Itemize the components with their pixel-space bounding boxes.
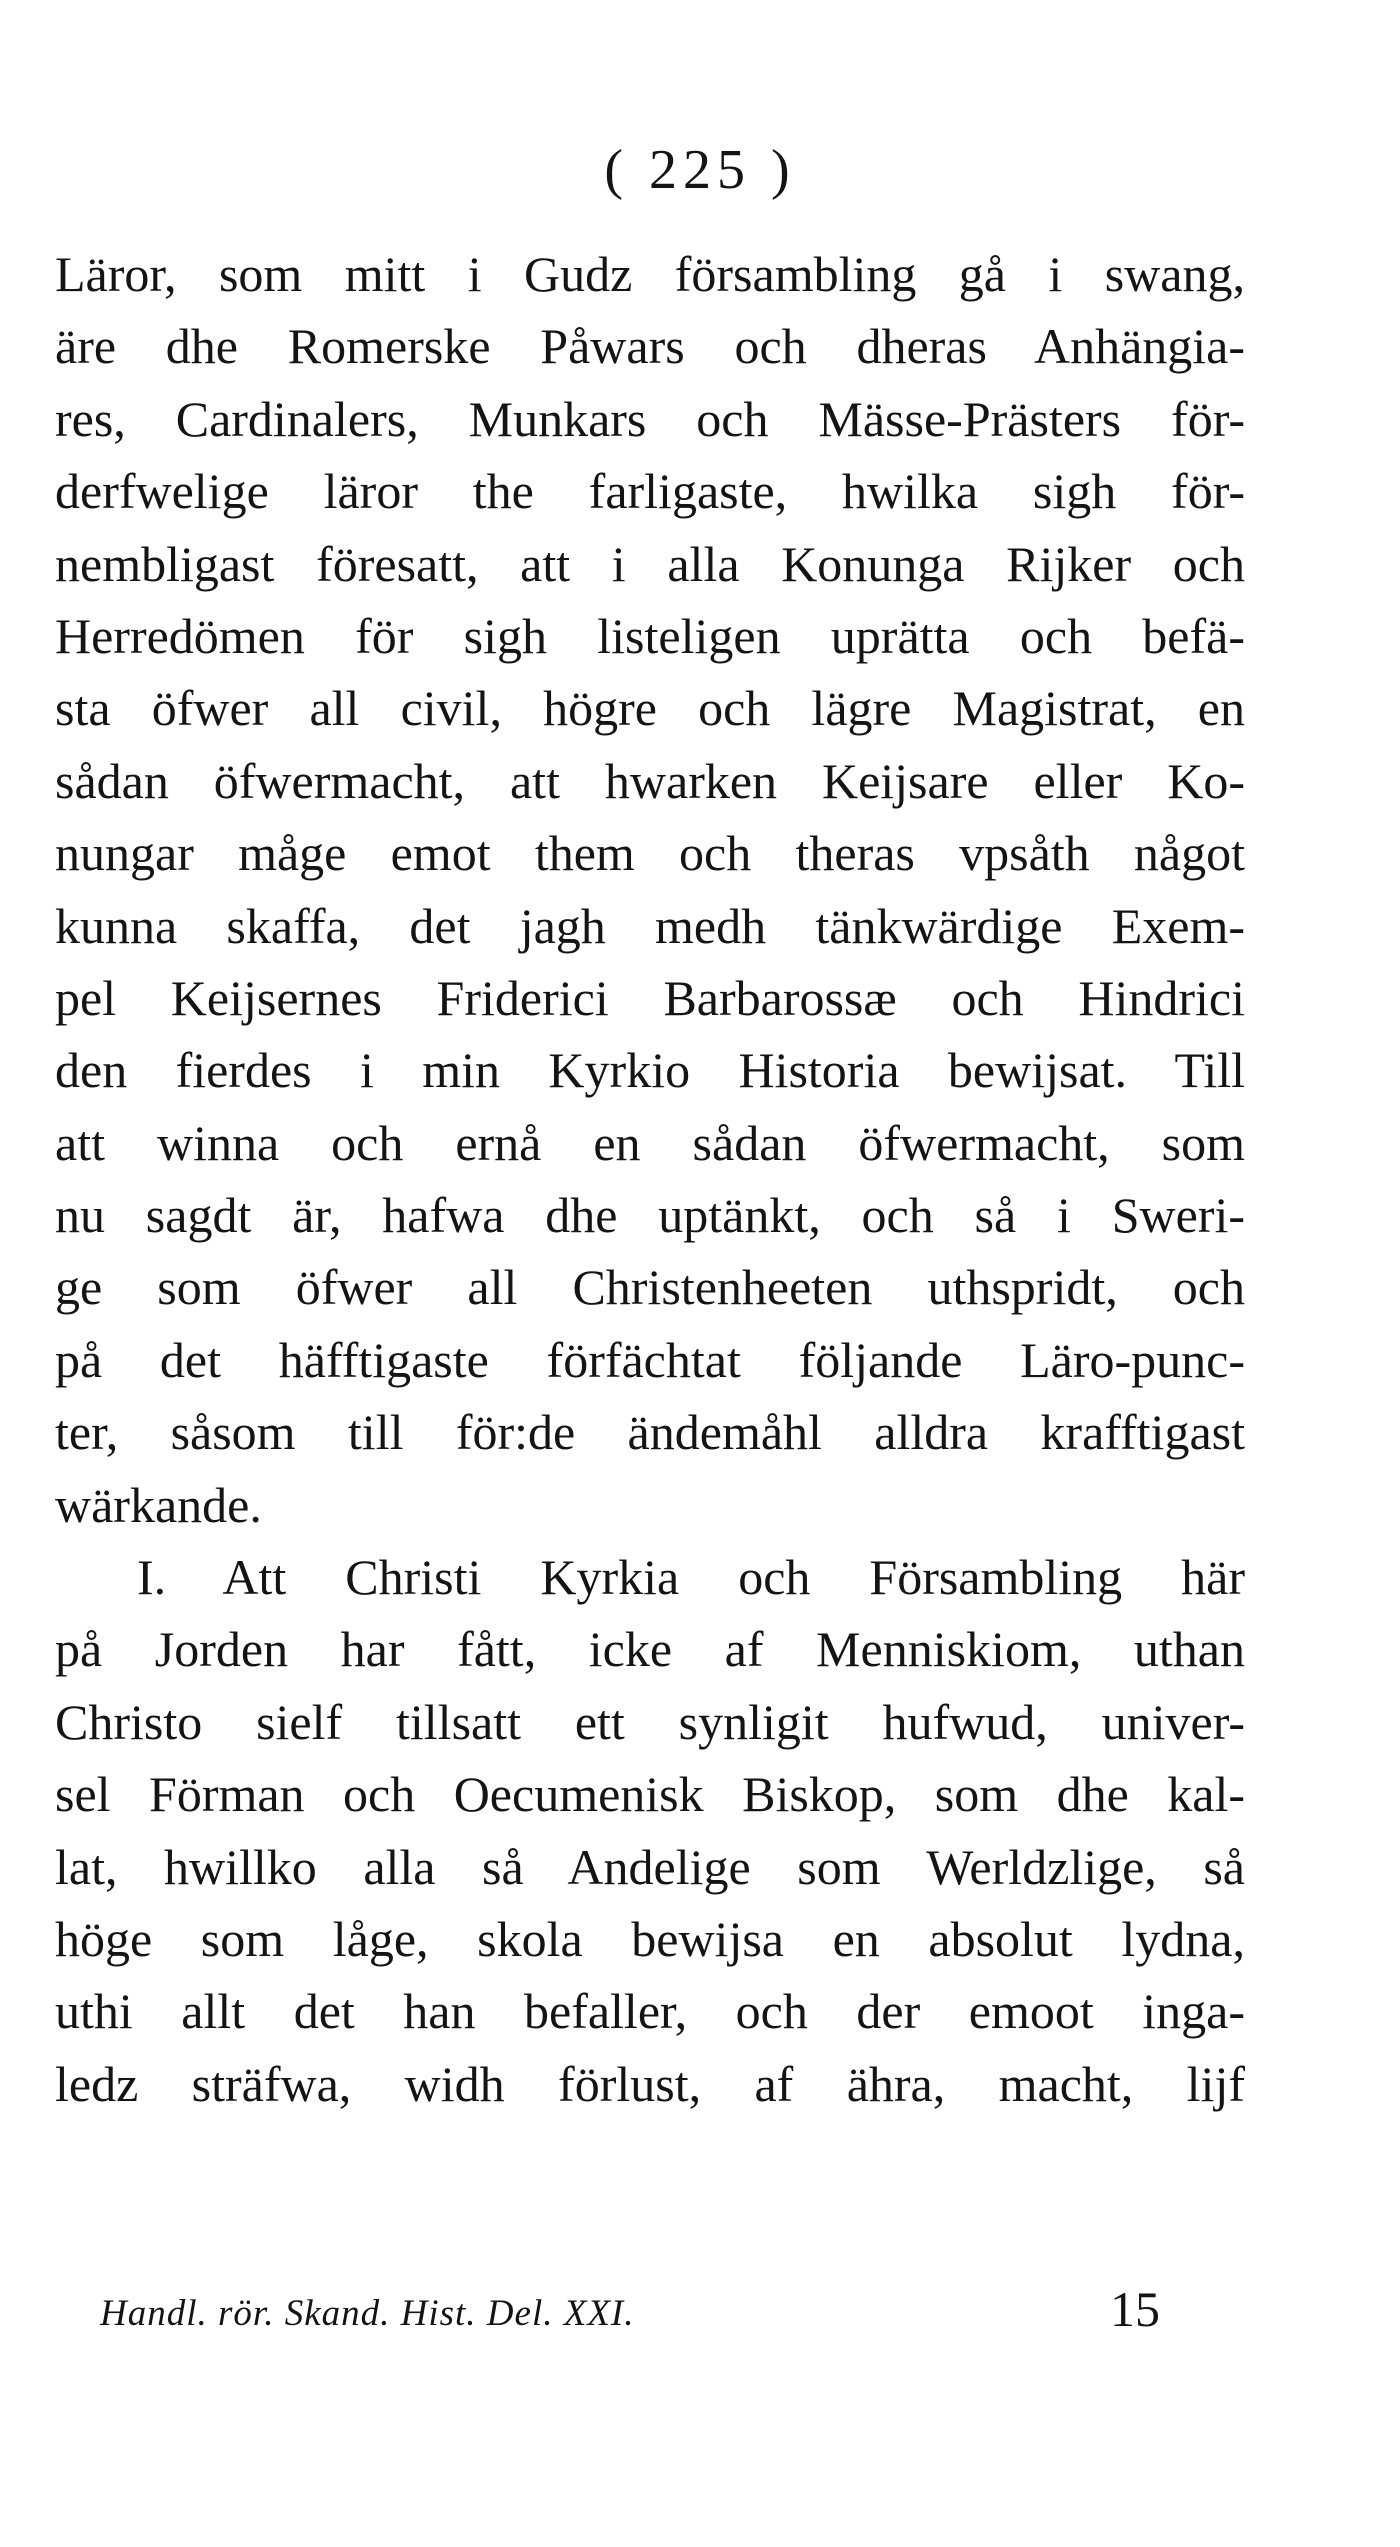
text-line: I. Att Christi Kyrkia och Försambling här xyxy=(137,1549,1245,1606)
text-line: nembligast föresatt, att i alla Konunga Rijker och xyxy=(55,535,1245,592)
text-line: nu sagdt är, hafwa dhe uptänkt, och så i Sweri- xyxy=(55,1187,1245,1244)
text-line: sådan öfwermacht, att hwarken Keijsare eller Ko- xyxy=(55,752,1245,809)
text-line: derfwelige läror the farligaste, hwilka sigh för- xyxy=(55,463,1245,520)
text-line: res, Cardinalers, Munkars och Mässe-Prästers för- xyxy=(55,390,1245,447)
text-line: Herredömen för sigh listeligen uprätta och befä- xyxy=(55,607,1245,664)
text-line: ter, såsom till för:de ändemåhl alldra krafftigast xyxy=(55,1404,1245,1461)
text-line: sel Förman och Oecumenisk Biskop, som dhe kal- xyxy=(55,1766,1245,1823)
text-line: ledz sträfwa, widh förlust, af ähra, macht, lijf xyxy=(55,2055,1245,2112)
text-line: lat, hwillko alla så Andelige som Werldzlige, så xyxy=(55,1838,1245,1895)
page-number: ( 225 ) xyxy=(604,139,796,201)
text-line: pel Keijsernes Friderici Barbarossæ och Hindrici xyxy=(55,969,1245,1026)
page-footer xyxy=(100,2281,1160,2352)
text-line: den fierdes i min Kyrkio Historia bewijsat. Till xyxy=(55,1042,1245,1099)
text-line: äre dhe Romerske Påwars och dheras Anhängia- xyxy=(55,318,1245,375)
text-line: på Jorden har fått, icke af Menniskiom, uthan xyxy=(55,1621,1245,1678)
text-line: nungar måge emot them och theras vpsåth något xyxy=(55,825,1245,882)
sheet-mark: 15 xyxy=(1110,2281,1160,2337)
footer-signature: Handl. rör. Skand. Hist. Del. XXI. xyxy=(100,2293,635,2334)
text-line: wärkande. xyxy=(55,1476,262,1533)
text-line: kunna skaffa, det jagh medh tänkwärdige Exem- xyxy=(55,897,1245,954)
text-line: Läror, som mitt i Gudz försambling gå i swang, xyxy=(55,246,1245,302)
text-line: ge som öfwer all Christenheeten uthspridt, och xyxy=(55,1259,1245,1316)
body-text xyxy=(55,238,1245,2120)
text-line: att winna och ernå en sådan öfwermacht, som xyxy=(55,1114,1245,1171)
text-line: uthi allt det han befaller, och der emoot inga- xyxy=(55,1983,1245,2040)
text-line: sta öfwer all civil, högre och lägre Magistrat, en xyxy=(55,680,1245,737)
text-line: på det häfftigaste förfächtat följande Läro-punc- xyxy=(55,1331,1245,1388)
text-line: Christo sielf tillsatt ett synligit hufwud, univer- xyxy=(55,1693,1245,1750)
text-line: höge som låge, skola bewijsa en absolut lydna, xyxy=(55,1910,1245,1967)
